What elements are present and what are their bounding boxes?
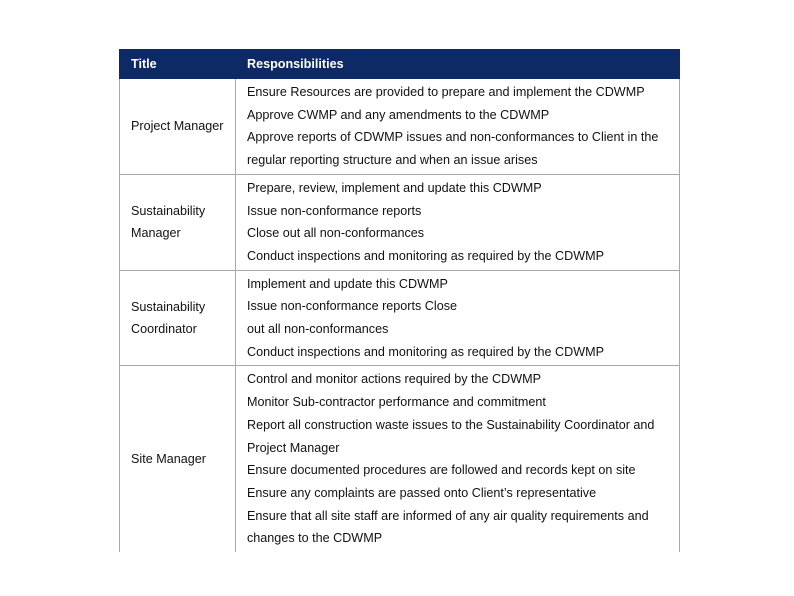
responsibility-line: Ensure any complaints are passed onto Client’s representative	[247, 485, 597, 500]
responsibility-line: Project Manager	[247, 440, 340, 455]
responsibility-line: Issue non-conformance reports Close	[247, 299, 457, 314]
responsibility-line: Issue non-conformance reports	[247, 203, 422, 218]
role-responsibilities	[236, 366, 680, 552]
responsibility-line: Conduct inspections and monitoring as required by the CDWMP	[247, 248, 604, 263]
header-title: Title	[120, 50, 236, 79]
role-title-line: Sustainability	[131, 204, 206, 219]
responsibility-line: Conduct inspections and monitoring as required by the CDWMP	[247, 344, 604, 359]
role-title	[120, 270, 236, 366]
role-responsibilities	[236, 174, 680, 270]
responsibility-line: regular reporting structure and when an issue arises	[247, 153, 538, 168]
responsibility-line: out all non-conformances	[247, 322, 389, 337]
table-header-row	[120, 50, 680, 79]
responsibility-line: Implement and update this CDWMP	[247, 276, 448, 291]
responsibility-line: Monitor Sub-contractor performance and commitment	[247, 395, 546, 410]
role-responsibilities	[236, 270, 680, 366]
responsibilities-table	[119, 49, 680, 552]
responsibility-line: Approve reports of CDWMP issues and non-conformances to Client in the	[247, 130, 659, 145]
table-row	[120, 366, 680, 552]
table-row	[120, 270, 680, 366]
responsibility-line: changes to the CDWMP	[247, 531, 383, 546]
responsibility-line: Report all construction waste issues to the Sustainability Coordinator and	[247, 417, 655, 432]
role-title-line: Coordinator	[131, 322, 197, 337]
responsibility-line: Close out all non-conformances	[247, 226, 425, 241]
role-responsibilities	[236, 79, 680, 175]
table-row	[120, 174, 680, 270]
responsibility-line: Ensure Resources are provided to prepare and implement the CDWMP	[247, 85, 645, 99]
responsibility-line: Ensure that all site staff are informed of any air quality requirements and	[247, 508, 649, 523]
header-responsibilities: Responsibilities	[236, 50, 680, 79]
role-title-line: Manager	[131, 226, 181, 241]
role-title	[120, 174, 236, 270]
role-title-line: Project Manager	[131, 119, 224, 134]
role-title-line: Site Manager	[131, 452, 206, 467]
responsibility-line: Control and monitor actions required by the CDWMP	[247, 372, 541, 387]
role-title-line: Sustainability	[131, 300, 206, 315]
responsibility-line: Approve CWMP and any amendments to the CDWMP	[247, 107, 550, 122]
responsibility-line: Prepare, review, implement and update this CDWMP	[247, 180, 542, 195]
responsibility-line: Ensure documented procedures are followed and records kept on site	[247, 463, 636, 478]
role-title	[120, 79, 236, 175]
table-row	[120, 79, 680, 175]
role-title	[120, 366, 236, 552]
